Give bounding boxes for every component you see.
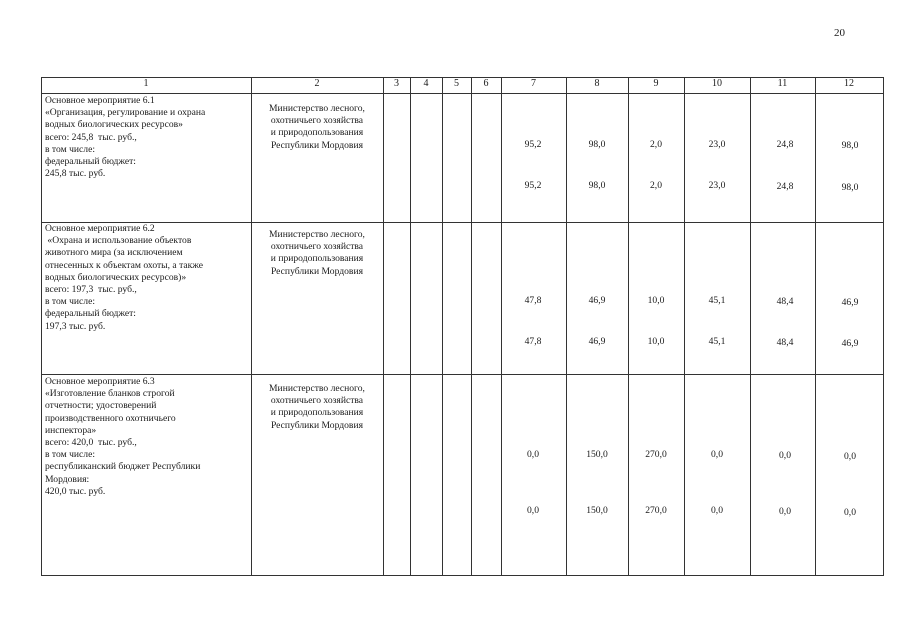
value-cell: 24,8 — [776, 139, 794, 150]
value-cell: 98,0 — [588, 139, 606, 150]
value-cell: 23,0 — [708, 180, 726, 191]
column-header: 5 — [454, 78, 459, 89]
value-cell: 270,0 — [645, 449, 667, 460]
row-description: Основное мероприятие 6.2 «Охрана и использование объектов животного мира (за исключением отнесенных к объектам охоты, а также водных биологических ресурсов)» всего: 197,3 тыс. руб., в том числе: федеральный бюджет: 197,3 тыс. руб. — [45, 223, 204, 332]
column-header: 8 — [594, 78, 600, 89]
column-divider — [750, 77, 751, 576]
column-divider — [410, 77, 411, 576]
value-cell: 0,0 — [844, 451, 856, 462]
value-cell: 46,9 — [841, 338, 859, 349]
column-header: 4 — [423, 78, 429, 89]
value-cell: 98,0 — [588, 180, 606, 191]
value-cell: 150,0 — [586, 449, 608, 460]
row-divider — [41, 374, 884, 375]
column-divider — [684, 77, 685, 576]
column-header: 1 — [143, 78, 149, 89]
column-divider — [501, 77, 502, 576]
responsible-ministry: Министерство лесного, охотничьего хозяйства и природопользования Республики Мордовия — [269, 383, 365, 431]
responsible-ministry: Министерство лесного, охотничьего хозяйства и природопользования Республики Мордовия — [269, 103, 365, 151]
value-cell: 46,9 — [841, 297, 859, 308]
column-header: 2 — [314, 78, 320, 89]
value-cell: 10,0 — [647, 295, 665, 306]
column-divider — [566, 77, 567, 576]
value-cell: 0,0 — [779, 450, 791, 461]
value-cell: 47,8 — [524, 295, 542, 306]
column-divider — [471, 77, 472, 576]
value-cell: 95,2 — [524, 139, 542, 150]
value-cell: 2,0 — [650, 139, 662, 150]
value-cell: 45,1 — [708, 295, 726, 306]
column-header: 3 — [394, 78, 399, 89]
value-cell: 0,0 — [779, 506, 791, 517]
value-cell: 45,1 — [708, 336, 726, 347]
column-header: 11 — [777, 78, 788, 89]
value-cell: 48,4 — [776, 296, 794, 307]
page-number: 20 — [834, 27, 845, 39]
column-divider — [383, 77, 384, 576]
value-cell: 46,9 — [588, 336, 606, 347]
column-divider — [628, 77, 629, 576]
value-cell: 95,2 — [524, 180, 542, 191]
header-divider — [41, 93, 884, 94]
column-header: 12 — [844, 78, 854, 89]
row-description: Основное мероприятие 6.3 «Изготовление бланков строгой отчетности; удостоверений производственного охотничьего инспектора» всего: 420,0 тыс. руб., в том числе: республиканский бюджет Республики Мордовия: 420,0 тыс. руб. — [45, 376, 201, 497]
column-header: 9 — [653, 78, 659, 89]
responsible-ministry: Министерство лесного, охотничьего хозяйства и природопользования Республики Мордовия — [269, 229, 365, 277]
value-cell: 270,0 — [645, 505, 667, 516]
value-cell: 150,0 — [586, 505, 608, 516]
value-cell: 0,0 — [527, 505, 539, 516]
value-cell: 0,0 — [844, 507, 856, 518]
value-cell: 47,8 — [524, 336, 542, 347]
value-cell: 0,0 — [711, 505, 723, 516]
value-cell: 0,0 — [527, 449, 539, 460]
value-cell: 10,0 — [647, 336, 665, 347]
column-header: 10 — [712, 78, 722, 89]
row-description: Основное мероприятие 6.1 «Организация, регулирование и охрана водных биологических ресурсов» всего: 245,8 тыс. руб., в том числе: федеральный бюджет: 245,8 тыс. руб. — [45, 95, 206, 180]
column-divider — [442, 77, 443, 576]
value-cell: 46,9 — [588, 295, 606, 306]
table-border-right — [883, 77, 884, 576]
table-border-left — [41, 77, 42, 576]
value-cell: 0,0 — [711, 449, 723, 460]
column-divider — [251, 77, 252, 576]
column-header: 6 — [483, 78, 489, 89]
program-table — [41, 77, 884, 576]
value-cell: 2,0 — [650, 180, 662, 191]
table-border-bottom — [41, 575, 884, 576]
value-cell: 23,0 — [708, 139, 726, 150]
value-cell: 98,0 — [841, 140, 859, 151]
value-cell: 48,4 — [776, 337, 794, 348]
column-divider — [815, 77, 816, 576]
column-header: 7 — [531, 78, 536, 89]
value-cell: 24,8 — [776, 181, 794, 192]
value-cell: 98,0 — [841, 182, 859, 193]
